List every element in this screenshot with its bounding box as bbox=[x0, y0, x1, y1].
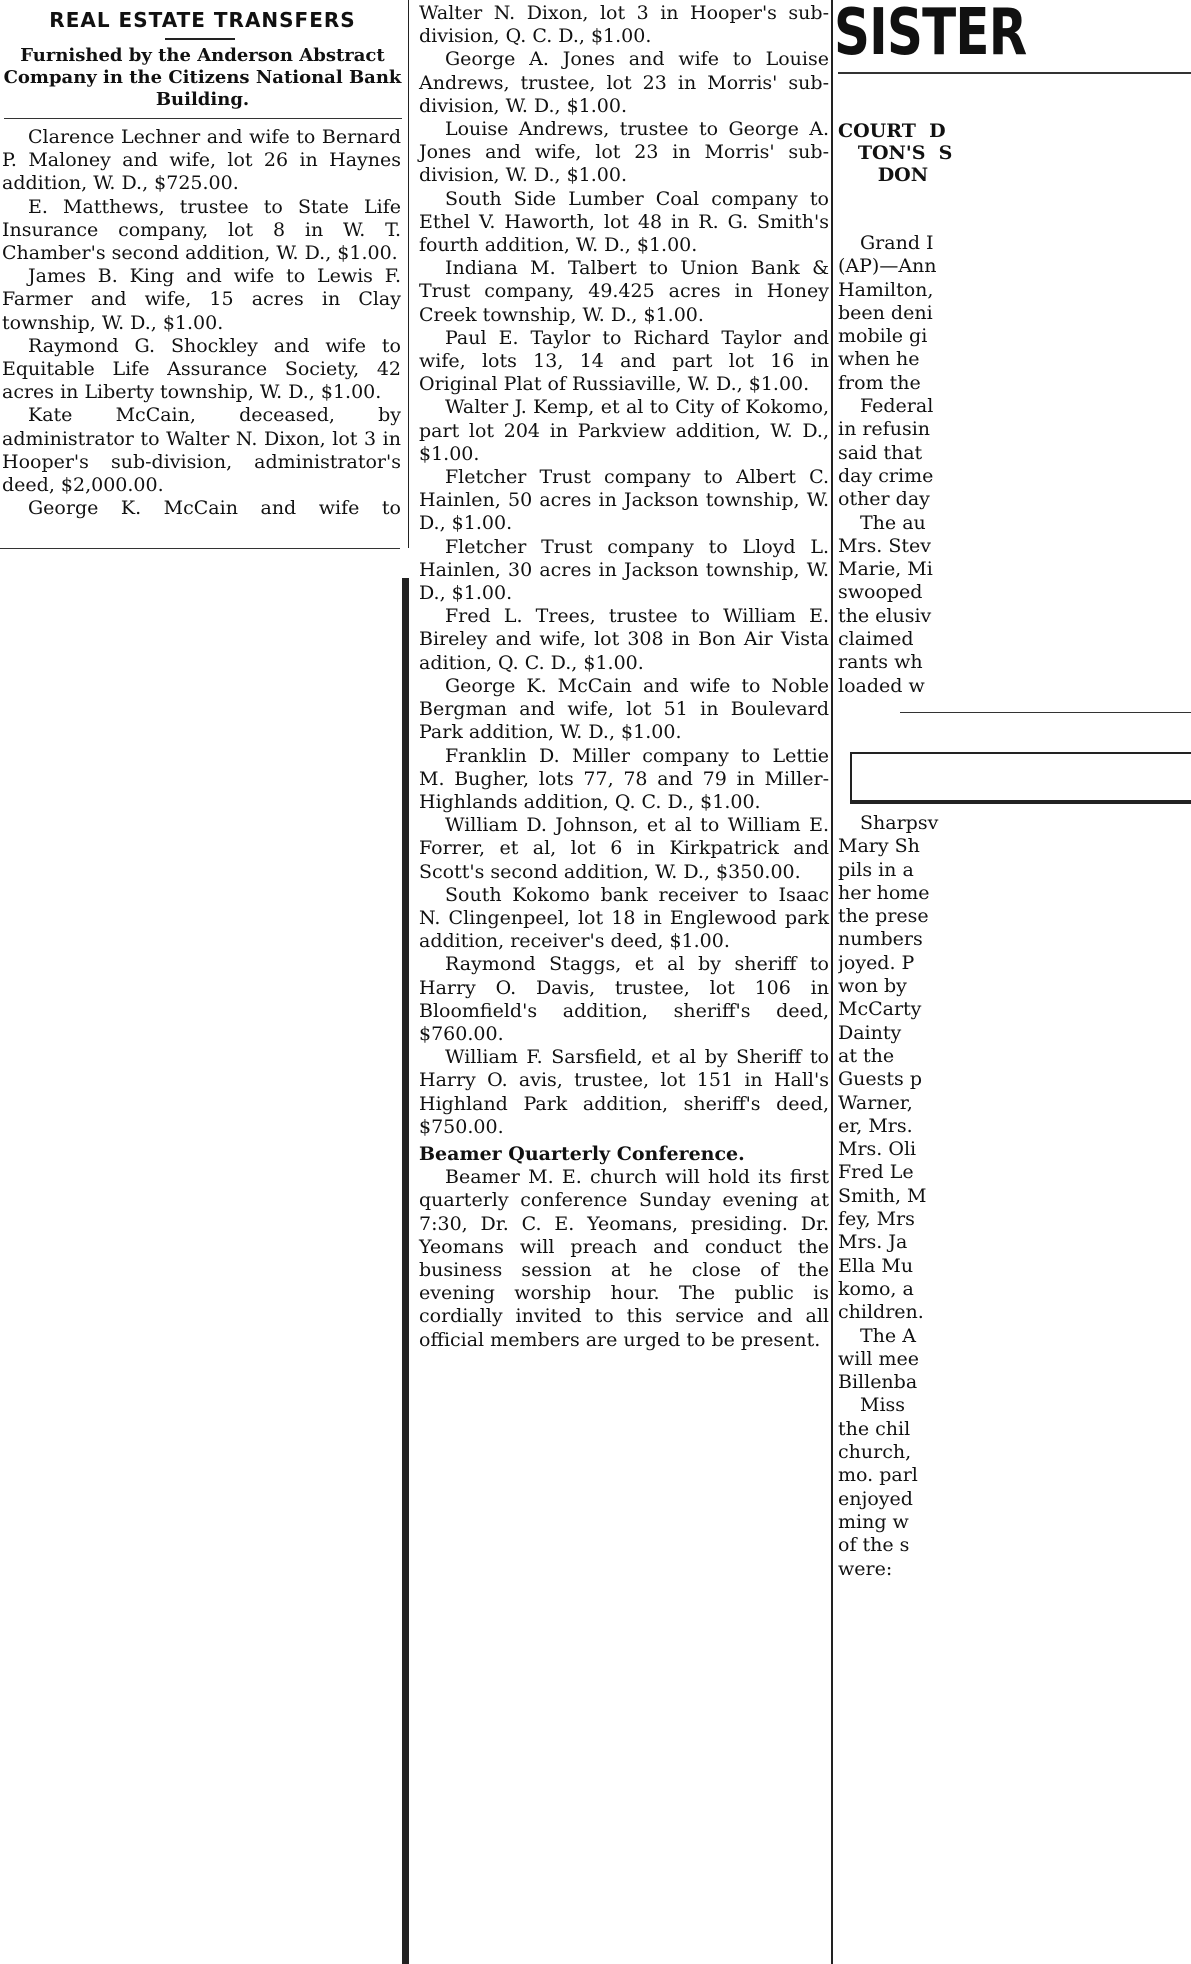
social-line: komo, a bbox=[838, 1277, 914, 1300]
social-line: Mrs. Ja bbox=[838, 1231, 908, 1254]
transfer-entry: Walter N. Dixon, lot 3 in Hooper's sub-division, Q. C. D., $1.00. bbox=[419, 2, 829, 48]
transfer-entry: Walter J. Kemp, et al to City of Kokomo, part lot 204 in Parkview addition, W. D., $1.00. bbox=[419, 396, 829, 465]
transfer-entry: William F. Sarsfield, et al by Sheriff to Harry O. avis, trustee, lot 151 in Hall's Highland Park addition, sheriff's deed, $750.00. bbox=[419, 1046, 829, 1138]
column-1-end-rule bbox=[0, 548, 400, 549]
transfer-entry: South Kokomo bank receiver to Isaac N. Clingenpeel, lot 18 in Englewood park addition, receiver's deed, $1.00. bbox=[419, 883, 829, 953]
story-line: mobile gi bbox=[838, 325, 928, 348]
story-line: loaded w bbox=[838, 674, 925, 697]
transfer-entry: James B. King and wife to Lewis F. Farmer and wife, 15 acres in Clay township, W. D., $1.00. bbox=[2, 265, 401, 334]
transfer-entry: Louise Andrews, trustee to George A. Jones and wife, lot 23 in Morris' sub-division, W. D., $1.00. bbox=[419, 118, 829, 187]
social-line: Mrs. Oli bbox=[838, 1138, 917, 1161]
column-2 bbox=[415, 2, 833, 1964]
social-line: joyed. P bbox=[838, 951, 915, 974]
social-line: church, bbox=[838, 1441, 912, 1464]
transfer-entry: Raymond G. Shockley and wife to Equitable Life Assurance Society, 42 acres in Liberty township, W. D., $1.00. bbox=[2, 334, 401, 404]
social-line: pils in a bbox=[838, 858, 914, 881]
story-line: rants wh bbox=[838, 651, 923, 674]
social-line: Ella Mu bbox=[838, 1254, 914, 1277]
social-line: fey, Mrs bbox=[838, 1208, 915, 1231]
social-line: mo. parl bbox=[838, 1464, 918, 1487]
transfer-entry: George K. McCain and wife to Noble Bergman and wife, lot 51 in Boulevard Park addition, W. D., $1.00. bbox=[419, 674, 829, 744]
story-line: from the bbox=[838, 371, 921, 394]
story-line: Hamilton, bbox=[838, 278, 934, 301]
news-story bbox=[838, 232, 1191, 732]
transfer-entry: Franklin D. Miller company to Lettie M. Bugher, lots 77, 78 and 79 in Miller-Highlands addition, Q. C. D., $1.00. bbox=[419, 744, 829, 813]
social-line: Miss bbox=[860, 1394, 906, 1417]
social-line: won by bbox=[838, 975, 907, 998]
social-lines bbox=[838, 812, 1191, 1581]
court-subheadline: COURT D TON'S S DON bbox=[838, 120, 953, 186]
social-line: Mary Sh bbox=[838, 835, 920, 858]
story-line: said that bbox=[838, 441, 923, 464]
story-line: when he bbox=[838, 348, 920, 371]
story-lines bbox=[838, 232, 1191, 698]
social-line: ming w bbox=[838, 1510, 909, 1533]
heading-rule bbox=[165, 38, 235, 40]
story-line: swooped bbox=[838, 581, 923, 604]
social-line: at the bbox=[838, 1044, 895, 1067]
social-line: were: bbox=[838, 1557, 893, 1580]
story-line: Marie, Mi bbox=[838, 558, 933, 581]
conference-heading: Beamer Quarterly Conference. bbox=[419, 1142, 745, 1165]
transfer-entry: William D. Johnson, et al to William E. Forrer, et al, lot 6 in Kirkpatrick and Scott's second addition, W. D., $350.00. bbox=[419, 814, 829, 883]
story-line: claimed bbox=[838, 628, 914, 651]
social-line: the prese bbox=[838, 905, 929, 928]
story-line: in refusin bbox=[838, 418, 931, 441]
story-line: other day bbox=[838, 488, 930, 511]
transfer-entry: South Side Lumber Coal company to Ethel V. Haworth, lot 48 in R. G. Smith's fourth addition, W. D., $1.00. bbox=[419, 187, 829, 257]
story-line: Mrs. Stev bbox=[838, 534, 931, 557]
transfer-entry: Kate McCain, deceased, by administrator to Walter N. Dixon, lot 3 in Hooper's sub-division, administrator's deed, $2,000.00. bbox=[2, 404, 401, 497]
transfer-entry: Fletcher Trust company to Lloyd L. Hainlen, 30 acres in Jackson township, W. D., $1.00. bbox=[419, 535, 829, 605]
story-end-rule bbox=[900, 712, 1191, 713]
headline-rule bbox=[838, 72, 1191, 74]
conference-text: Beamer M. E. church will hold its first quarterly conference Sunday evening at 7:30, Dr. C. E. Yeomans, presiding. Dr. Yeomans will preach and conduct the business session at he close of the evening worship hour. The public is cordially invited to this service and all official members are urged to be present. bbox=[419, 1166, 829, 1351]
social-line: her home bbox=[838, 881, 930, 904]
story-line: (AP)—Ann bbox=[838, 255, 937, 278]
transfer-entry: Fletcher Trust company to Albert C. Hainlen, 50 acres in Jackson township, W. D., $1.00. bbox=[419, 466, 829, 535]
social-line: McCarty bbox=[838, 998, 922, 1021]
transfer-entry: George K. McCain and wife to bbox=[28, 497, 401, 520]
transfer-entry: Raymond Staggs, et al by sheriff to Harry O. Davis, trustee, lot 106 in Bloomfield's addition, sheriff's deed, $760.00. bbox=[419, 953, 829, 1045]
social-line: Sharpsv bbox=[860, 812, 939, 834]
subheading-rule bbox=[4, 118, 402, 119]
social-line: Dainty bbox=[838, 1021, 902, 1044]
social-line: er, Mrs. bbox=[838, 1114, 913, 1137]
real-estate-heading: REAL ESTATE TRANSFERS bbox=[49, 8, 356, 32]
social-line: Billenba bbox=[838, 1371, 918, 1394]
story-line: been deni bbox=[838, 301, 933, 324]
transfer-entry: Paul E. Taylor to Richard Taylor and wife, lots 13, 14 and part lot 16 in Original Plat of Russiaville, W. D., $1.00. bbox=[419, 326, 829, 396]
story-line: Federal bbox=[860, 395, 934, 418]
social-line: Warner, bbox=[838, 1091, 913, 1114]
transfer-entry: E. Matthews, trustee to State Life Insurance company, lot 8 in W. T. Chamber's second addition, W. D., $1.00. bbox=[2, 195, 401, 265]
real-estate-subheading: Furnished by the Anderson Abstract Company in the Citizens National Bank Building. bbox=[3, 45, 402, 110]
social-line: The A bbox=[860, 1324, 916, 1347]
transfer-entry: George A. Jones and wife to Louise Andrews, trustee, lot 23 in Morris' sub-division, W. D., $1.00. bbox=[419, 48, 829, 117]
sister-headline: SISTER bbox=[834, 0, 1027, 70]
ad-box-rule bbox=[850, 800, 1191, 803]
social-line: Smith, M bbox=[838, 1184, 927, 1207]
story-line: the elusiv bbox=[838, 604, 932, 627]
transfer-entry: Indiana M. Talbert to Union Bank & Trust company, 49.425 acres in Honey Creek township, W. D., $1.00. bbox=[419, 257, 829, 326]
transfer-entry: Clarence Lechner and wife to Bernard P. Maloney and wife, lot 26 in Haynes addition, W. D., $725.00. bbox=[2, 126, 401, 195]
social-line: Fred Le bbox=[838, 1161, 914, 1184]
column-divider-1 bbox=[408, 0, 409, 548]
social-line: will mee bbox=[838, 1347, 920, 1370]
social-line: enjoyed bbox=[838, 1487, 913, 1510]
social-line: children. bbox=[838, 1301, 924, 1324]
social-line: the chil bbox=[838, 1417, 911, 1440]
social-line: Guests p bbox=[838, 1068, 922, 1091]
column-1 bbox=[0, 126, 405, 566]
story-line: day crime bbox=[838, 464, 934, 487]
story-line: Grand I bbox=[860, 232, 934, 254]
story-line: The au bbox=[860, 511, 926, 534]
transfer-entry: Fred L. Trees, trustee to William E. Bireley and wife, lot 308 in Bon Air Vista adition, Q. C. D., $1.00. bbox=[419, 605, 829, 674]
thick-column-divider bbox=[402, 578, 409, 1964]
social-news bbox=[838, 812, 1191, 1964]
ad-box bbox=[850, 752, 1191, 804]
social-line: numbers bbox=[838, 928, 923, 951]
social-line: of the s bbox=[838, 1534, 910, 1557]
